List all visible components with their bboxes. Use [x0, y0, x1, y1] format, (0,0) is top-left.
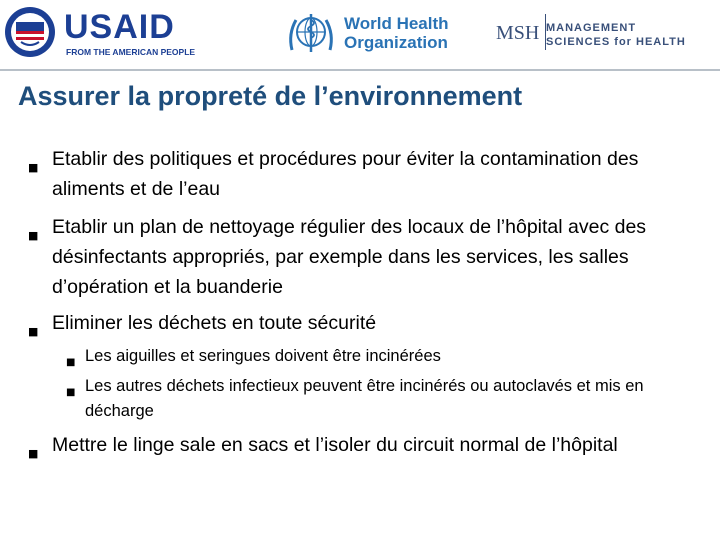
sub-bullet-item	[66, 374, 686, 424]
sub-bullet-marker-icon: ■	[66, 387, 76, 398]
bullet-item	[28, 308, 688, 338]
sub-bullet-marker-icon: ■	[66, 357, 76, 368]
bullet-text: Etablir des politiques et procédures pour éviter la contamination des aliments et de l’eau	[52, 148, 639, 200]
header-divider	[0, 69, 720, 71]
logo-bar	[0, 0, 720, 70]
bullet-marker-icon: ■	[28, 229, 39, 242]
bullet-text: Mettre le linge sale en sacs et l’isoler du circuit normal de l’hôpital	[52, 434, 618, 456]
bullet-item	[28, 144, 688, 204]
who-logo	[286, 10, 449, 58]
who-emblem-icon	[286, 10, 336, 58]
msh-wordmark: MANAGEMENT SCIENCES for HEALTH	[546, 22, 686, 48]
bullet-marker-icon: ■	[28, 161, 39, 174]
bullet-marker-icon: ■	[28, 325, 39, 338]
usaid-tagline: FROM THE AMERICAN PEOPLE	[66, 47, 196, 57]
sub-bullet-text: Les aiguilles et seringues doivent être incinérées	[85, 347, 441, 365]
who-wordmark: World Health Organization	[344, 14, 449, 52]
msh-logo	[496, 14, 706, 54]
bullet-marker-icon: ■	[28, 447, 39, 460]
slide-title: Assurer la propreté de l’environnement	[18, 81, 523, 111]
bullet-text: Eliminer les déchets en toute sécurité	[52, 312, 377, 334]
bullet-item	[28, 212, 688, 302]
bullet-text: Etablir un plan de nettoyage régulier des locaux de l’hôpital avec des désinfectants appropriés, par exemple dans les services, les salles d’opération et la buanderie	[52, 216, 647, 298]
bullet-item	[28, 430, 688, 460]
sub-bullet-text: Les autres déchets infectieux peuvent être incinérés ou autoclavés et mis en décharge	[85, 377, 644, 420]
sub-bullet-item	[66, 344, 686, 369]
usaid-wordmark: USAID	[64, 8, 175, 46]
msh-mark: MSH	[496, 14, 546, 50]
usaid-seal-icon	[4, 6, 56, 58]
usaid-logo	[4, 6, 194, 58]
